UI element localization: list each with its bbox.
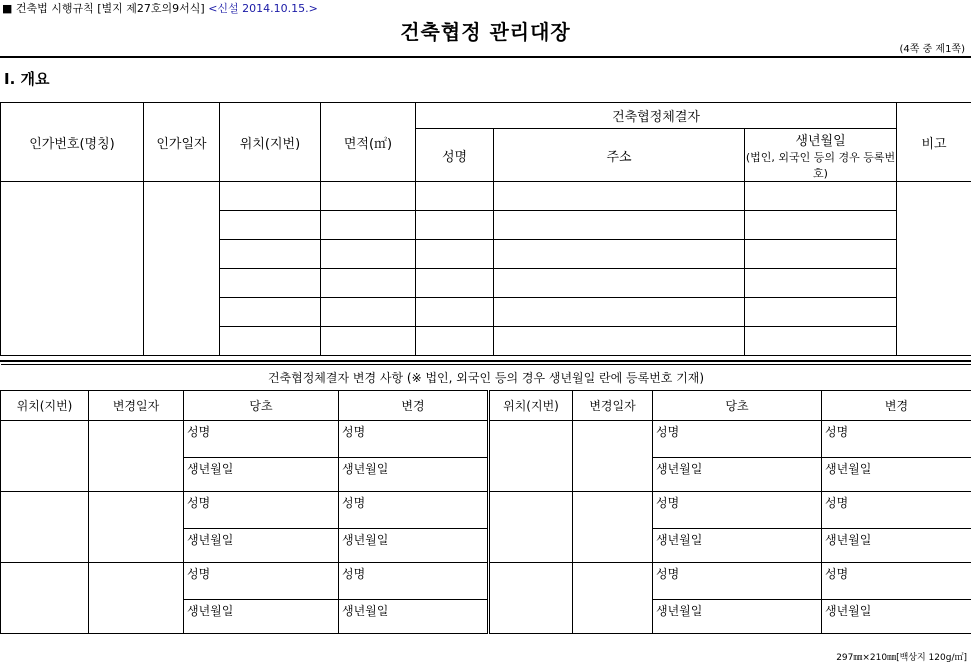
birth-label: 생년월일 (656, 604, 703, 618)
name-label: 성명 (825, 425, 849, 439)
birth-label: 생년월일 (187, 533, 234, 547)
changes-title: 건축협정체결자 변경 사항 (※ 법인, 외국인 등의 경우 생년월일 란에 등록번호 기재) (1, 365, 971, 391)
right-changed-name-cell[interactable] (822, 421, 971, 458)
birth-cell[interactable] (745, 240, 897, 269)
left-change-date-cell[interactable] (89, 421, 184, 492)
left-original-name-cell[interactable] (184, 421, 339, 458)
birth-label: 생년월일 (342, 462, 389, 476)
left-original-birth-cell[interactable] (184, 529, 339, 563)
name-label: 성명 (342, 425, 366, 439)
header-location: 위치(지번) (220, 103, 321, 182)
name-cell[interactable] (416, 240, 494, 269)
address-cell[interactable] (494, 327, 745, 356)
address-cell[interactable] (494, 240, 745, 269)
changes-body (1, 421, 971, 634)
address-cell[interactable] (494, 298, 745, 327)
name-cell[interactable] (416, 327, 494, 356)
left-location-cell[interactable] (1, 421, 89, 492)
left-original-name-cell[interactable] (184, 563, 339, 600)
name-label: 성명 (656, 496, 680, 510)
address-cell[interactable] (494, 269, 745, 298)
left-original-name-cell[interactable] (184, 492, 339, 529)
header-left-changed: 변경 (339, 391, 489, 421)
form-ref-text: ■ 건축법 시행규칙 [별지 제27호의9서식] (2, 2, 209, 15)
right-changed-birth-cell[interactable] (822, 458, 971, 492)
birth-label: 생년월일 (825, 462, 872, 476)
right-changed-name-cell[interactable] (822, 563, 971, 600)
permit-no-cell[interactable] (1, 182, 144, 356)
left-original-birth-cell[interactable] (184, 600, 339, 634)
birth-cell[interactable] (745, 327, 897, 356)
birth-label: 생년월일 (825, 533, 872, 547)
location-cell[interactable] (220, 327, 321, 356)
location-cell[interactable] (220, 211, 321, 240)
header-remarks: 비고 (897, 103, 971, 182)
right-location-cell[interactable] (489, 563, 573, 634)
name-label: 성명 (656, 567, 680, 581)
location-cell[interactable] (220, 298, 321, 327)
change-record-row (1, 492, 971, 529)
left-location-cell[interactable] (1, 492, 89, 563)
right-changed-name-cell[interactable] (822, 492, 971, 529)
header-left-change-date: 변경일자 (89, 391, 184, 421)
birth-label: 생년월일 (825, 604, 872, 618)
birth-cell[interactable] (745, 211, 897, 240)
header-right-original: 당초 (653, 391, 822, 421)
right-change-date-cell[interactable] (573, 421, 653, 492)
location-cell[interactable] (220, 269, 321, 298)
section-title: Ⅰ. 개요 (4, 70, 50, 88)
changes-table (0, 364, 971, 634)
name-label: 성명 (656, 425, 680, 439)
header-address: 주소 (494, 129, 745, 182)
header-right-location: 위치(지번) (489, 391, 573, 421)
header-name: 성명 (416, 129, 494, 182)
birth-label: 생년월일 (187, 604, 234, 618)
left-changed-birth-cell[interactable] (339, 600, 489, 634)
address-cell[interactable] (494, 182, 745, 211)
permit-date-cell[interactable] (144, 182, 220, 356)
name-label: 성명 (187, 496, 211, 510)
area-cell[interactable] (321, 269, 416, 298)
birth-label: 생년월일 (187, 462, 234, 476)
header-area: 면적(㎡) (321, 103, 416, 182)
birth-cell[interactable] (745, 182, 897, 211)
left-changed-birth-cell[interactable] (339, 458, 489, 492)
area-cell[interactable] (321, 298, 416, 327)
name-cell[interactable] (416, 298, 494, 327)
name-cell[interactable] (416, 182, 494, 211)
area-cell[interactable] (321, 327, 416, 356)
birth-label: 생년월일 (656, 462, 703, 476)
name-cell[interactable] (416, 211, 494, 240)
location-cell[interactable] (220, 240, 321, 269)
area-cell[interactable] (321, 211, 416, 240)
right-original-name-cell[interactable] (653, 492, 822, 529)
header-left-original: 당초 (184, 391, 339, 421)
right-original-name-cell[interactable] (653, 421, 822, 458)
change-record-row (1, 421, 971, 458)
left-change-date-cell[interactable] (89, 492, 184, 563)
header-birth-note: (법인, 외국인 등의 경우 등록번호) (745, 150, 896, 180)
name-label: 성명 (187, 567, 211, 581)
area-cell[interactable] (321, 240, 416, 269)
location-cell[interactable] (220, 182, 321, 211)
paper-spec: 297㎜×210㎜[백상지 120g/㎡] (836, 653, 967, 663)
page-number: (4쪽 중 제1쪽) (899, 44, 965, 55)
header-right-changed: 변경 (822, 391, 971, 421)
page-title: 건축협정 관리대장 (400, 20, 571, 44)
left-change-date-cell[interactable] (89, 563, 184, 634)
header-party-group: 건축협정체결자 (416, 103, 897, 129)
name-label: 성명 (342, 567, 366, 581)
left-changed-birth-cell[interactable] (339, 529, 489, 563)
right-original-birth-cell[interactable] (653, 600, 822, 634)
form-reference (2, 0, 318, 16)
middle-rule (0, 360, 971, 362)
change-record-row (1, 563, 971, 600)
birth-label: 생년월일 (342, 604, 389, 618)
right-change-date-cell[interactable] (573, 492, 653, 563)
overview-body (1, 182, 971, 356)
address-cell[interactable] (494, 211, 745, 240)
right-original-name-cell[interactable] (653, 563, 822, 600)
top-rule (0, 56, 971, 58)
header-permit-date: 인가일자 (144, 103, 220, 182)
right-changed-birth-cell[interactable] (822, 529, 971, 563)
name-label: 성명 (825, 496, 849, 510)
left-changed-name-cell[interactable] (339, 563, 489, 600)
left-changed-name-cell[interactable] (339, 492, 489, 529)
left-changed-name-cell[interactable] (339, 421, 489, 458)
birth-label: 생년월일 (342, 533, 389, 547)
header-birth-label: 생년월일 (795, 133, 846, 149)
header-right-change-date: 변경일자 (573, 391, 653, 421)
area-cell[interactable] (321, 182, 416, 211)
birth-cell[interactable] (745, 269, 897, 298)
left-location-cell[interactable] (1, 563, 89, 634)
revision-note: <신설 2014.10.15.> (208, 2, 318, 15)
birth-label: 생년월일 (656, 533, 703, 547)
right-original-birth-cell[interactable] (653, 529, 822, 563)
header-permit-no: 인가번호(명칭) (1, 103, 144, 182)
right-change-date-cell[interactable] (573, 563, 653, 634)
name-label: 성명 (187, 425, 211, 439)
header-birth (745, 129, 897, 182)
name-cell[interactable] (416, 269, 494, 298)
header-left-location: 위치(지번) (1, 391, 89, 421)
right-location-cell[interactable] (489, 492, 573, 563)
right-original-birth-cell[interactable] (653, 458, 822, 492)
name-label: 성명 (342, 496, 366, 510)
remarks-cell[interactable] (897, 182, 971, 356)
overview-table (0, 102, 971, 356)
right-changed-birth-cell[interactable] (822, 600, 971, 634)
left-original-birth-cell[interactable] (184, 458, 339, 492)
right-location-cell[interactable] (489, 421, 573, 492)
birth-cell[interactable] (745, 298, 897, 327)
overview-row (1, 182, 971, 211)
name-label: 성명 (825, 567, 849, 581)
